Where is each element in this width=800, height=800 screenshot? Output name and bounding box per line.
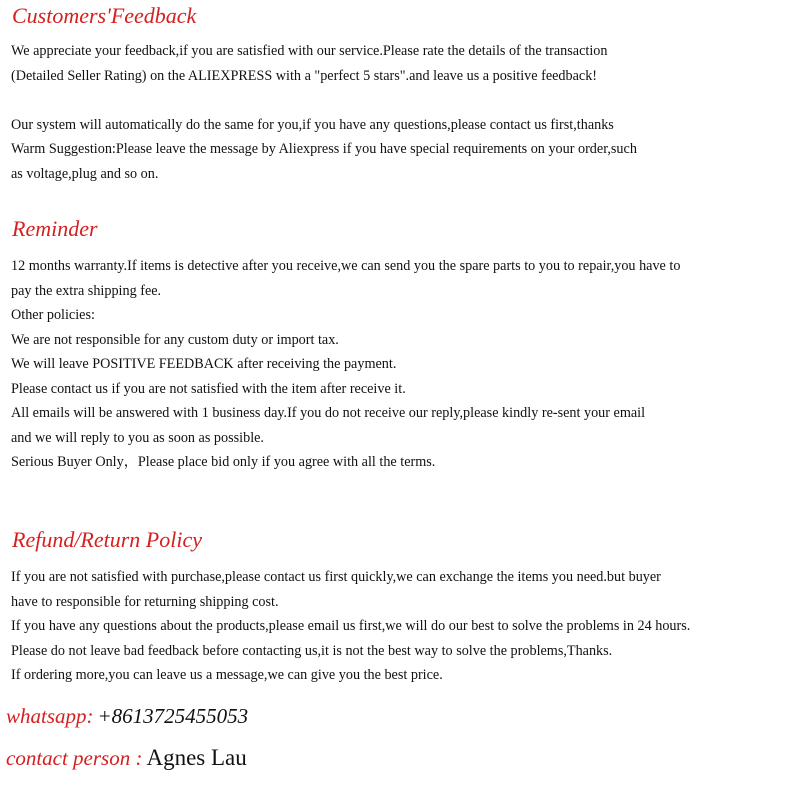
feedback-line: as voltage,plug and so on. [11,165,159,182]
contact-person [6,745,247,771]
reminder-line: 12 months warranty.If items is detective after you receive,we can send you the spare parts to you to repair,you have to [11,258,681,274]
feedback-line: Warm Suggestion:Please leave the message by Aliexpress if you have special requirements on your order,such [11,141,637,157]
refund-line: If you are not satisfied with purchase,please contact us first quickly,we can exchange the items you need.but buyer [11,569,661,585]
reminder-line: All emails will be answered with 1 business day.If you do not receive our reply,please kindly re-sent your email [11,405,646,421]
refund-line: have to responsible for returning shipping cost. [11,593,279,610]
feedback-line: We appreciate your feedback,if you are satisfied with our service.Please rate the details of the transaction [11,43,608,59]
feedback-line: (Detailed Seller Rating) on the ALIEXPRESS with a "perfect 5 stars".and leave us a positive feedback! [11,67,598,84]
reminder-line: Other policies: [11,307,95,323]
reminder-heading: Reminder [12,216,98,241]
refund-heading: Refund/Return Policy [12,527,202,552]
refund-line: If you have any questions about the products,please email us first,we will do our best to solve the problems in 24 hours. [11,618,691,634]
feedback-text [11,39,792,186]
refund-line: If ordering more,you can leave us a message,we can give you the best price. [11,667,443,683]
whatsapp-label: whatsapp: [6,704,94,728]
feedback-heading: Customers'Feedback [12,3,197,28]
reminder-line: and we will reply to you as soon as possible. [11,429,264,446]
whatsapp-contact [6,704,248,729]
feedback-line: Our system will automatically do the same for you,if you have any questions,please contact us first,thanks [11,116,614,133]
reminder-line: We will leave POSITIVE FEEDBACK after receiving the payment. [11,356,397,372]
contact-person-name: Agnes Lau [146,745,247,770]
reminder-text [11,254,792,475]
feedback-spacer [11,88,792,113]
whatsapp-number: +8613725455053 [97,704,249,728]
reminder-line: We are not responsible for any custom duty or import tax. [11,331,339,348]
reminder-line: pay the extra shipping fee. [11,282,162,299]
reminder-line: Please contact us if you are not satisfied with the item after receive it. [11,380,406,397]
contact-person-label: contact person : [6,746,143,770]
refund-line: Please do not leave bad feedback before contacting us,it is not the best way to solve the problems,Thanks. [11,642,613,659]
refund-text [11,565,792,688]
reminder-line: Serious Buyer Only，Please place bid only if you agree with all the terms. [11,454,436,470]
